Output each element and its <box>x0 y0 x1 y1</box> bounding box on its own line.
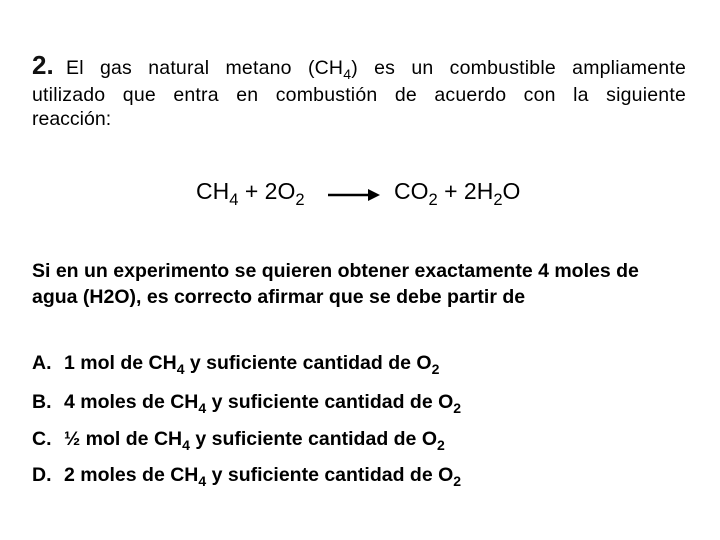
option-b-text: 4 moles de $CH_4$ y suficiente cantidad de $O_2$ <box>64 391 462 416</box>
question-text-line2: utilizado que entra en combustión de acuerdo con la siguiente <box>32 84 686 106</box>
prompt-line1: Si en un experimento se quieren obtener exactamente 4 moles de <box>32 260 639 282</box>
question-text-line3: reacción: <box>32 108 112 130</box>
equation-reactants: $CH_4 + 2O_2$ <box>196 178 305 209</box>
option-c <box>32 428 445 451</box>
option-d-letter: D. <box>32 464 52 486</box>
option-b-letter: B. <box>32 391 52 413</box>
option-d-text: 2 moles de $CH_4$ y suficiente cantidad de $O_2$ <box>64 464 462 489</box>
question-text-line1: El gas natural metano $(CH_4)$ es un combustible ampliamente <box>66 57 686 82</box>
option-b <box>32 391 461 414</box>
option-c-letter: C. <box>32 428 52 450</box>
option-d <box>32 464 461 487</box>
question-number: 2. <box>32 50 54 80</box>
option-a-letter: A. <box>32 352 52 374</box>
option-c-text: ½ mol de $CH_4$ y suficiente cantidad de $O_2$ <box>64 428 445 453</box>
equation-products: $CO_2 + 2H_2O$ <box>394 178 521 209</box>
option-a-text: 1 mol de $CH_4$ y suficiente cantidad de $O_2$ <box>64 352 440 377</box>
option-a <box>32 352 439 375</box>
reaction-arrow-icon <box>328 188 380 202</box>
question-prompt <box>32 258 688 310</box>
prompt-line2: agua (H2O), es correcto afirmar que se debe partir de <box>32 286 526 308</box>
